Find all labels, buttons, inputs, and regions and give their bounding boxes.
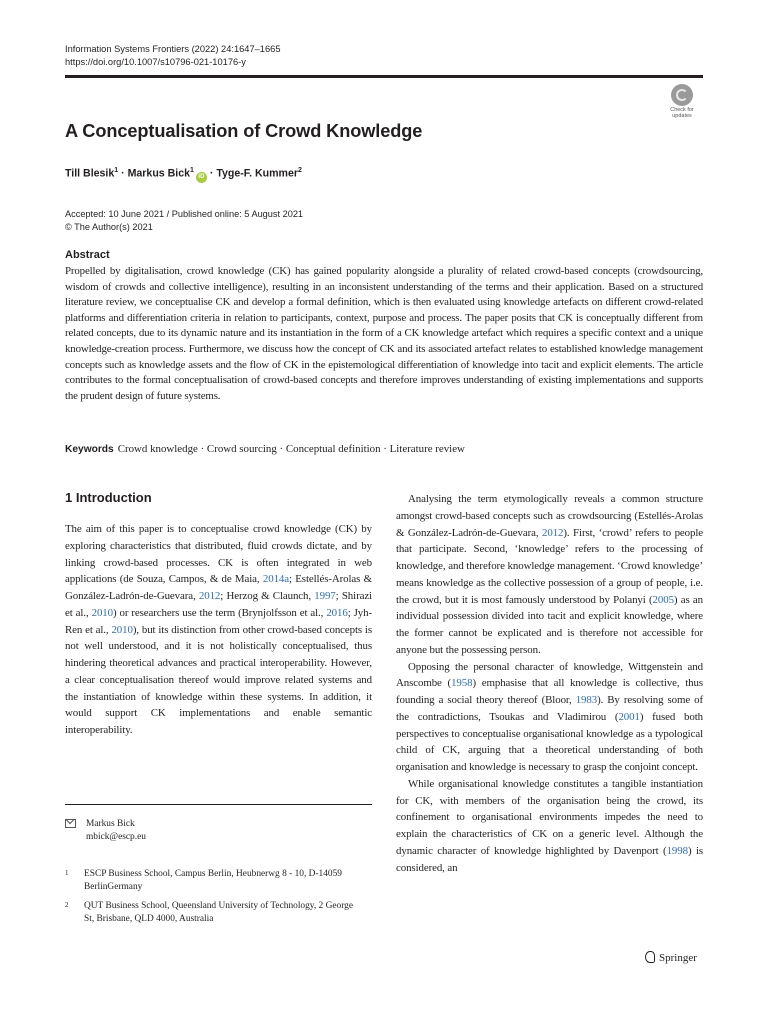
header-rule (65, 75, 703, 78)
author-affiliation-mark: 2 (297, 167, 302, 174)
publication-dates (65, 208, 303, 234)
journal-citation: Information Systems Frontiers (2022) 24:1647–1665 (65, 44, 281, 54)
author-name[interactable]: Markus Bick (127, 167, 191, 180)
affiliation (65, 900, 365, 926)
badge-label: Check for updates (670, 107, 694, 119)
author-name[interactable]: Till Blesik (65, 167, 115, 180)
citation-link[interactable]: 2012 (198, 590, 221, 602)
section-heading-introduction: 1 Introduction (65, 490, 152, 505)
affiliation (65, 868, 365, 894)
author-name[interactable]: Tyge-F. Kummer (216, 167, 298, 180)
citation-link[interactable]: 1997 (314, 590, 336, 602)
abstract-text: Propelled by digitalisation, crowd knowledge (CK) has gained popularity alongside a plurality of related crowd-based concepts (crowdsourcing, wisdom of crowds and collective intelligence), resulting in an inconsistent understanding of the terms and their application. Based on a structured literature review, we conceptualise CK and develop a formal definition, which is then evaluated using knowledge artefacts on different crowd-related platforms and differentiation criteria in relation to participants, context, purpose and process. The paper posits that CK is conceptually different from related concepts, due to its dynamic nature and its instantiation in the form of a CK knowledge artefact which requires a specific context and a unique knowledge-creation process. Furthermore, we discuss how the concept of CK and its associated artefact relates to established knowledge management concepts such as knowledge assets and the flow of CK in the epistemological differentiation of knowledge into tacit and explicit elements. The article contributes to the formal conceptualisation of crowd-based concepts and therefore improves understanding of existing implementations and supports the prudent design of future systems. (65, 265, 703, 402)
author-separator: · (118, 167, 128, 180)
doi-link[interactable]: https://doi.org/10.1007/s10796-021-10176-y (65, 57, 246, 67)
right-column (396, 491, 703, 876)
journal-header (65, 43, 281, 69)
body-paragraph: While organisational knowledge constitutes a tangible instantiation for CK, with members of the organisation being the crowd, its confinement to organisational environments impedes the need to explain the characteristics of CK on a generic level. Although the dynamic character of knowledge highlighted by Davenport (1998) is considered, an (396, 777, 704, 874)
citation-link[interactable]: 1998 (666, 844, 688, 857)
publisher-logo (645, 951, 697, 964)
affiliation-text: ESCP Business School, Campus Berlin, Heubnerwg 8 - 10, D-14059 BerlinGermany (84, 869, 342, 892)
copyright: © The Author(s) 2021 (65, 222, 153, 232)
citation-link[interactable]: 1958 (451, 677, 473, 690)
author-affiliation-mark: 1 (190, 167, 194, 174)
keywords (65, 443, 703, 455)
corresponding-author (65, 818, 146, 842)
citation-link[interactable]: 2005 (652, 593, 674, 606)
paper-title: A Conceptualisation of Crowd Knowledge (65, 121, 423, 141)
body-paragraph: Analysing the term etymologically reveals a common structure amongst crowd-based concepts such as crowdsourcing (Estellés-Arolas & González-Ladrón-de-Guevara, 2012). First, ‘crowd’ refers to people that participate. Second, ‘knowledge’ refers to the processing of knowledge, and therefore knowledge management. ‘Crowd knowledge’ means knowledge as the collective possession of a group of people, i.e. the crowd, but it is most famously understood by Polanyi (2005) as an individual possession divided into tacit and explicit knowledge, where the former cannot be explicated and is therefore not accessible for anyone but the possessing person. (396, 493, 703, 656)
author-separator: · (206, 167, 217, 180)
keywords-list: Crowd knowledge · Crowd sourcing · Conceptual definition · Literature review (117, 443, 465, 455)
update-icon (671, 84, 693, 106)
author-list (65, 167, 302, 183)
body-paragraph: Opposing the personal character of knowledge, Wittgenstein and Anscombe (1958) emphasise that all knowledge is collective, thus founding a social theory thereof (Bloor, 1983). By resolving some of the contradictions, Tsoukas and Vladimirou (2001) fused both perspectives to conceptualise organisational knowledge as a typological child of CK, arguing that a theoretical understanding of both organisation and knowledge is necessary to grasp the conjoint concept. (396, 660, 703, 773)
affiliation-text: QUT Business School, Queensland University of Technology, 2 George St, Brisbane, QLD 4000, Australia (84, 901, 354, 924)
affiliation-number: 2 (65, 901, 69, 909)
accepted-published: Accepted: 10 June 2021 / Published online: 5 August 2021 (65, 209, 304, 219)
body-paragraph: The aim of this paper is to conceptualise crowd knowledge (CK) by exploring characteristics that distributed, fluid crowds dictate, and by linking crowd-based processes. CK is often integrated in web applications (de Souza, Campos, & de Maia, 2014a; Estellés-Arolas & González-Ladrón-de-Guevara, 2012; Herzog & Claunch, 1997; Shirazi et al., 2010) or researchers use the term (Brynjolfsson et al., 2016; Jyh-Ren et al., 2010), but its distinction from other crowd-based concepts is not well understood, and it is not holistically conceptualised, thus hindering theoretical advances and practical interoperability. However, a clear conceptualisation thereof would improve related systems and the instantiation of knowledge within these systems. In addition, it would support CK implementations and enable semantic interoperability. (65, 523, 372, 736)
corresponding-email[interactable]: mbick@escp.eu (86, 832, 146, 842)
affiliation-number: 1 (65, 869, 69, 877)
citation-link[interactable]: 1983 (575, 694, 598, 706)
orcid-icon[interactable]: iD (196, 172, 207, 183)
check-for-updates-badge[interactable] (665, 84, 699, 122)
abstract-heading: Abstract (65, 249, 110, 261)
publisher-name: Springer (659, 952, 697, 964)
springer-horse-icon (645, 951, 655, 963)
envelope-icon (65, 819, 76, 828)
left-column (65, 521, 372, 739)
citation-link[interactable]: 2014a (262, 573, 289, 586)
corresponding-name: Markus Bick (86, 819, 135, 829)
citation-link[interactable]: 2016 (326, 606, 348, 619)
citation-link[interactable]: 2012 (542, 526, 564, 539)
citation-link[interactable]: 2001 (618, 710, 640, 723)
citation-link[interactable]: 2010 (111, 623, 133, 636)
keywords-heading: Keywords (65, 444, 114, 455)
citation-link[interactable]: 2010 (91, 606, 113, 619)
footnote-rule (65, 804, 372, 805)
author-affiliation-mark: 1 (114, 167, 119, 174)
